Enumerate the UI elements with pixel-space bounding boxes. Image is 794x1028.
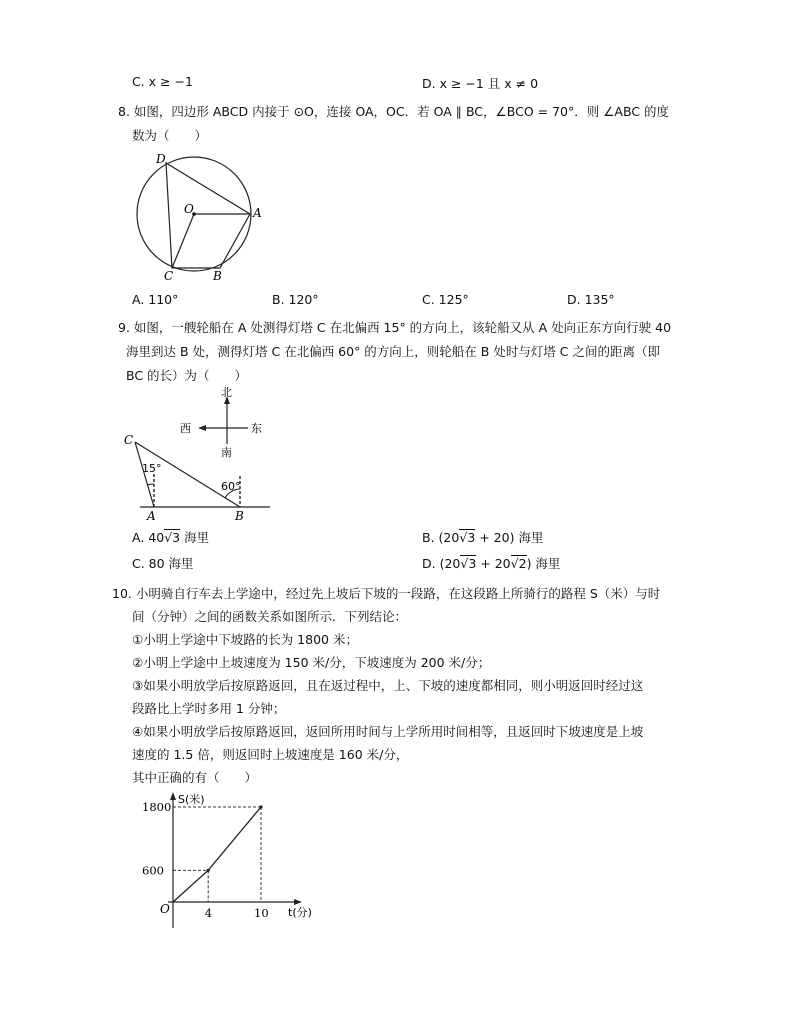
option-d-letter: D. bbox=[422, 556, 436, 571]
q9-option-d: D. (20√3 + 20√2) 海里 bbox=[422, 556, 561, 571]
option-b-rest: + 20) 海里 bbox=[475, 530, 544, 545]
q10-statement-3b: 段路比上学时多用 1 分钟； bbox=[132, 701, 286, 716]
y-axis-arrow-icon bbox=[170, 792, 176, 800]
label-south: 南 bbox=[221, 446, 232, 459]
x-tick-label-10: 10 bbox=[254, 906, 269, 920]
q8-option-d: D. 135° bbox=[567, 292, 615, 307]
label-c: C bbox=[124, 433, 134, 447]
label-d: D bbox=[156, 152, 166, 166]
label-b: B bbox=[213, 269, 222, 283]
y-tick-label-600: 600 bbox=[142, 863, 164, 878]
option-a-coef: 40 bbox=[148, 530, 165, 545]
q9-stem-line3: BC 的长）为（ ） bbox=[126, 368, 248, 383]
option-b-letter: B. bbox=[422, 530, 435, 545]
series-line bbox=[173, 807, 261, 902]
q8-option-c: C. 125° bbox=[422, 292, 469, 307]
label-a: A bbox=[147, 509, 156, 523]
q7-option-d: D. x ≥ −1 且 x ≠ 0 bbox=[422, 76, 539, 91]
q9-option-c: C. 80 海里 bbox=[132, 556, 194, 571]
q10-statement-3a: ③如果小明放学后按原路返回，且在返过程中，上、下坡的速度都相同，则小明返回时经过这 bbox=[132, 678, 644, 693]
angle-label-15: 15° bbox=[142, 462, 162, 475]
label-c: C bbox=[164, 269, 174, 283]
q8-option-a: A. 110° bbox=[132, 292, 179, 307]
q7-option-c: C. x ≥ −1 bbox=[132, 74, 193, 89]
x-axis-arrow-icon bbox=[294, 899, 302, 905]
q8-option-b: B. 120° bbox=[272, 292, 319, 307]
x-tick-label-4: 4 bbox=[204, 906, 213, 920]
label-east: 东 bbox=[251, 422, 262, 435]
segment-oc bbox=[172, 214, 194, 268]
q9-stem-line1: 9. 如图，一艘轮船在 A 处测得灯塔 C 在北偏西 15° 的方向上，该轮船又从 A 处向正东方向行驶 40 bbox=[118, 320, 672, 335]
option-d-rest: ) 海里 bbox=[526, 556, 561, 571]
x-axis-label: t(分) bbox=[288, 906, 312, 919]
q10-stem-line1: 10. 小明骑自行车去上学途中，经过先上坡后下坡的一段路，在这段路上所骑行的路程 S（米）与时 bbox=[112, 586, 661, 601]
q9-option-a: A. 40√3 海里 bbox=[132, 530, 210, 545]
west-arrow-icon bbox=[198, 425, 206, 431]
q10-statement-1: ①小明上学途中下坡路的长为 1800 米； bbox=[132, 632, 358, 647]
q10-statement-4b: 速度的 1.5 倍，则返回时上坡速度是 160 米/分， bbox=[132, 747, 409, 762]
q10-question: 其中正确的有（ ） bbox=[132, 770, 258, 785]
angle-label-60: 60° bbox=[221, 480, 241, 493]
q10-stem-line2: 间（分钟）之间的函数关系如图所示．下列结论： bbox=[132, 609, 408, 624]
q10-statement-2: ②小明上学途中上坡速度为 150 米/分，下坡速度为 200 米/分； bbox=[132, 655, 491, 670]
option-d-coef: (20 bbox=[439, 556, 461, 571]
option-a-letter: A. bbox=[132, 530, 145, 545]
label-north: 北 bbox=[221, 386, 232, 399]
option-d-radicand1: 3 bbox=[468, 556, 477, 571]
data-point-1 bbox=[207, 869, 210, 872]
angle-arc-a bbox=[147, 484, 154, 485]
option-b-radicand: 3 bbox=[467, 530, 476, 545]
data-point-2 bbox=[259, 805, 262, 808]
option-d-mid: + 20 bbox=[476, 556, 511, 571]
label-a: A bbox=[253, 206, 262, 220]
q9-navigation-figure bbox=[118, 384, 278, 524]
y-axis-label: S(米) bbox=[178, 793, 205, 806]
option-a-radicand: 3 bbox=[172, 530, 181, 545]
q8-stem-line1: 8. 如图，四边形 ABCD 内接于 ⊙O，连接 OA，OC．若 OA ∥ BC，∠BCO = 70°．则 ∠ABC 的度 bbox=[118, 104, 670, 119]
q8-circle-figure bbox=[125, 146, 275, 286]
option-a-unit: 海里 bbox=[180, 530, 210, 545]
label-b: B bbox=[235, 509, 244, 523]
y-tick-label-1800: 1800 bbox=[142, 799, 172, 814]
option-d-radicand2: 2 bbox=[518, 556, 527, 571]
q8-stem-line2: 数为（ ） bbox=[132, 128, 208, 143]
q9-stem-line2: 海里到达 B 处，测得灯塔 C 在北偏西 60° 的方向上，则轮船在 B 处时与灯塔 C 之间的距离（即 bbox=[126, 344, 660, 359]
option-b-coef: (20 bbox=[438, 530, 460, 545]
q10-distance-time-chart bbox=[130, 788, 330, 938]
label-o: O bbox=[184, 202, 194, 216]
origin-label: O bbox=[160, 902, 170, 916]
label-west: 西 bbox=[180, 422, 191, 435]
q9-option-b: B. (20√3 + 20) 海里 bbox=[422, 530, 544, 545]
q10-statement-4a: ④如果小明放学后按原路返回，返回所用时间与上学所用时间相等，且返回时下坡速度是上坡 bbox=[132, 724, 644, 739]
